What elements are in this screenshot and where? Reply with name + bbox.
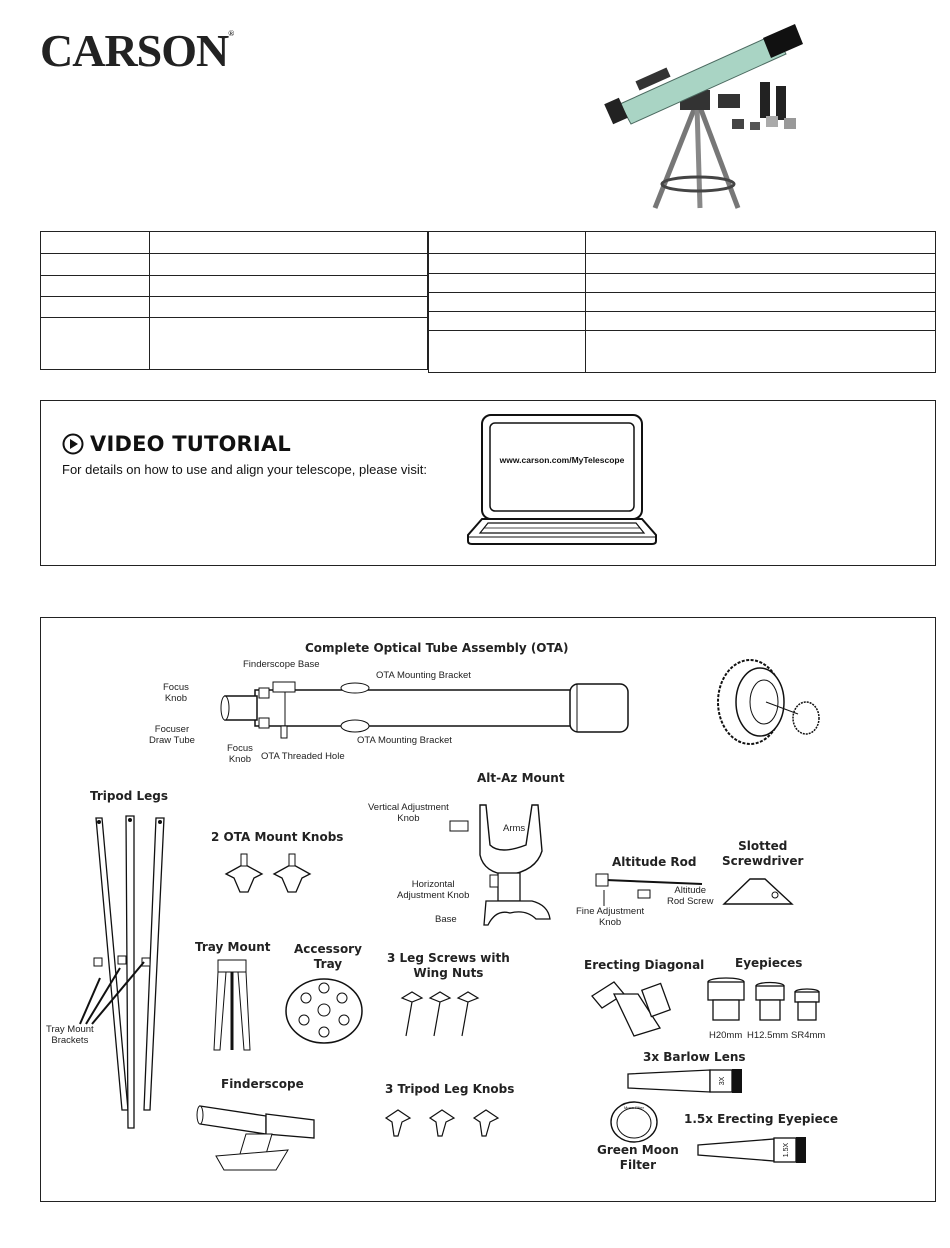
table-cell: [150, 297, 428, 318]
mount-knobs-illustration: [218, 852, 318, 902]
brand-name: CARSON: [40, 25, 229, 76]
table-cell: [41, 297, 150, 318]
table-cell: [150, 254, 428, 276]
table-cell: [429, 232, 586, 254]
table-cell: [586, 331, 936, 373]
focus-knob-bottom-label: Focus Knob: [227, 743, 253, 766]
erecting-diagonal-illustration: [588, 978, 672, 1040]
barlow-lens-illustration: [624, 1066, 752, 1096]
eyepiece-sr4-label: SR4mm: [791, 1030, 826, 1041]
eyepieces-title: Eyepieces: [735, 956, 803, 970]
leg-screws-illustration: [398, 990, 494, 1040]
eyepiece-h20-label: H20mm: [709, 1030, 743, 1041]
leg-knobs-title: 3 Tripod Leg Knobs: [385, 1082, 515, 1096]
tray-mount-brackets-label: Tray Mount Brackets: [46, 1024, 94, 1047]
table-cell: [586, 312, 936, 331]
laptop-icon: [466, 413, 658, 547]
table-cell: [586, 293, 936, 312]
table-cell: [150, 318, 428, 370]
table-cell: [429, 312, 586, 331]
tray-mount-title: Tray Mount: [195, 940, 271, 954]
video-tutorial-text: For details on how to use and align your telescope, please visit:: [62, 462, 427, 477]
video-url[interactable]: www.carson.com/MyTelescope: [499, 455, 625, 465]
ota-title: Complete Optical Tube Assembly (OTA): [305, 641, 569, 655]
registered-mark: ®: [228, 29, 234, 38]
erecting-eyepiece-illustration: [694, 1135, 816, 1165]
mount-knobs-title: 2 OTA Mount Knobs: [211, 830, 344, 844]
accessory-tray-illustration: [284, 976, 364, 1046]
dust-cap-illustration: [710, 658, 830, 748]
base-label: Base: [435, 914, 457, 925]
accessory-tray-title: Accessory Tray: [294, 942, 362, 971]
fine-adjustment-knob-label: Fine Adjustment Knob: [576, 906, 645, 929]
leg-knobs-illustration: [384, 1106, 504, 1142]
ota-mount-bracket-bottom-label: OTA Mounting Bracket: [357, 735, 452, 746]
table-cell: [586, 232, 936, 254]
focus-knob-top-label: Focus Knob: [163, 682, 189, 705]
table-cell: [429, 254, 586, 274]
table-cell: [429, 331, 586, 373]
horizontal-adjustment-knob-label: Horizontal Adjustment Knob: [397, 879, 470, 902]
eyepieces-illustration: [704, 976, 826, 1026]
arms-label: Arms: [503, 823, 526, 834]
ota-threaded-hole-label: OTA Threaded Hole: [261, 751, 345, 762]
focuser-draw-tube-label: Focuser Draw Tube: [149, 724, 195, 747]
moon-filter-mark: Moon Filter: [623, 1105, 645, 1110]
table-cell: [150, 232, 428, 254]
altitude-rod-screw-label: Altitude Rod Screw: [667, 885, 714, 908]
altitude-rod-title: Altitude Rod: [612, 855, 697, 869]
tripod-legs-title: Tripod Legs: [90, 789, 169, 803]
erecting-diagonal-title: Erecting Diagonal: [584, 958, 705, 972]
table-cell: [429, 274, 586, 293]
screwdriver-title: Slotted Screwdriver: [722, 839, 804, 868]
table-cell: [150, 276, 428, 297]
screwdriver-illustration: [720, 876, 796, 910]
barlow-mark: 3X: [719, 1076, 726, 1086]
leg-screws-title: 3 Leg Screws with Wing Nuts: [387, 951, 510, 980]
video-tutorial-heading: [62, 432, 291, 456]
erecting-eyepiece-title: 1.5x Erecting Eyepiece: [684, 1112, 838, 1126]
specs-table-right: [428, 231, 936, 373]
tray-mount-illustration: [210, 958, 254, 1056]
altaz-mount-title: Alt-Az Mount: [477, 771, 565, 785]
table-cell: [41, 232, 150, 254]
moon-filter-title: Green Moon Filter: [597, 1143, 679, 1172]
moon-filter-illustration: [609, 1101, 659, 1143]
table-cell: [41, 254, 150, 276]
carson-logo: [40, 25, 234, 76]
table-cell: [586, 254, 936, 274]
erecting-eyepiece-mark: 1.5X: [783, 1142, 790, 1158]
finderscope-title: Finderscope: [221, 1077, 304, 1091]
video-tutorial-title: VIDEO TUTORIAL: [90, 432, 291, 456]
table-cell: [41, 276, 150, 297]
vertical-adjustment-knob-label: Vertical Adjustment Knob: [368, 802, 449, 825]
table-cell: [41, 318, 150, 370]
specs-table-left: [40, 231, 428, 370]
tray-mount-brackets-arrows: [70, 958, 150, 1028]
barlow-lens-title: 3x Barlow Lens: [643, 1050, 746, 1064]
altaz-mount-illustration: [440, 795, 560, 935]
table-cell: [429, 293, 586, 312]
finderscope-illustration: [196, 1094, 326, 1174]
finderscope-base-label: Finderscope Base: [243, 659, 320, 670]
eyepiece-h125-label: H12.5mm: [747, 1030, 789, 1041]
telescope-product-image: [600, 22, 810, 210]
ota-mount-bracket-top-label: OTA Mounting Bracket: [376, 670, 471, 681]
table-cell: [586, 274, 936, 293]
ota-illustration: [215, 668, 635, 763]
play-icon: [62, 433, 84, 455]
